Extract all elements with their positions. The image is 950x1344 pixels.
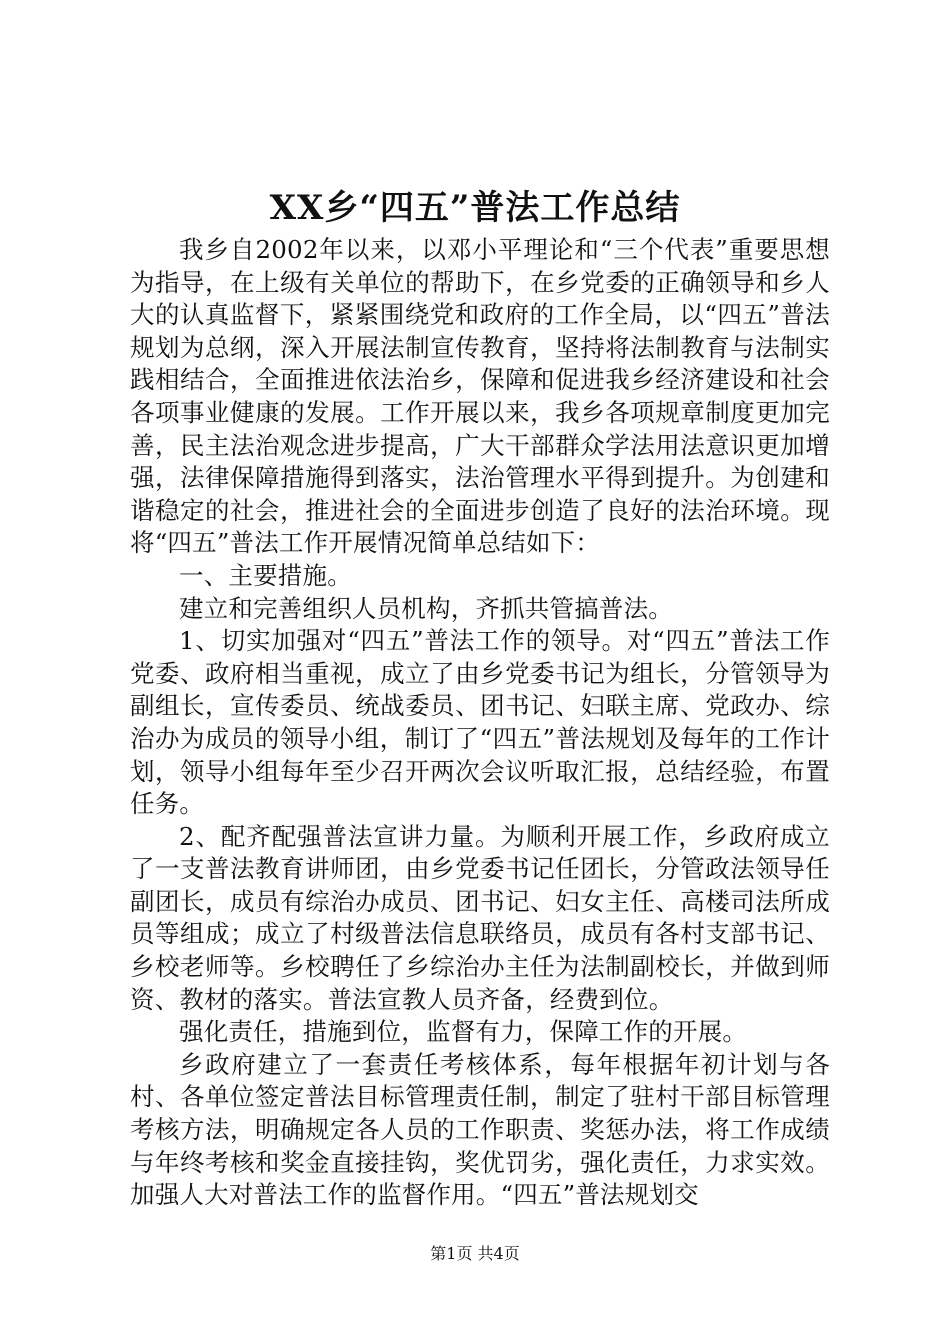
paragraph-item-2: 2、配齐配强普法宣讲力量。为顺利开展工作，乡政府成立了一支普法教育讲师团，由乡党委书记任团长，分管政法领导任副团长，成员有综治办成员、团书记、妇女主任、高楼司法所成员等组成；成立了村级普法信息联络员，成员有各村支部书记、乡校老师等。乡校聘任了乡综治办主任为法制副校长，并做到师资、教材的落实。普法宣教人员齐备，经费到位。	[130, 821, 830, 1014]
page-footer: 第1页 共4页	[430, 1244, 520, 1263]
paragraph-item-1: 1、切实加强对“四五”普法工作的领导。对“四五”普法工作党委、政府相当重视，成立了由乡党委书记为组长，分管领导为副组长，宣传委员、统战委员、团书记、妇联主席、党政办、综治办为成员的领导小组，制订了“四五”普法规划及每年的工作计划，领导小组每年至少召开两次会议听取汇报，总结经验，布置任务。	[130, 626, 830, 819]
paragraph-responsibility: 乡政府建立了一套责任考核体系，每年根据年初计划与各村、各单位签定普法目标管理责任制，制定了驻村干部目标管理考核方法，明确规定各人员的工作职责、奖惩办法，将工作成绩与年终考核和奖金直接挂钩，奖优罚劣，强化责任，力求实效。加强人大对普法工作的监督作用。“四五”普法规划交	[130, 1049, 830, 1210]
paragraph-intro: 我乡自2002年以来，以邓小平理论和“三个代表”重要思想为指导，在上级有关单位的帮助下，在乡党委的正确领导和乡人大的认真监督下，紧紧围绕党和政府的工作全局，以“四五”普法规划为总纲，深入开展法制宣传教育，坚持将法制教育与法制实践相结合，全面推进依法治乡，保障和促进我乡经济建设和社会各项事业健康的发展。工作开展以来，我乡各项规章制度更加完善，民主法治观念进步提高，广大干部群众学法用法意识更加增强，法律保障措施得到落实，法治管理水平得到提升。为创建和谐稳定的社会，推进社会的全面进步创造了良好的法治环境。现将“四五”普法工作开展情况简单总结如下：	[130, 235, 830, 558]
document-title: XX乡“四五”普法工作总结	[269, 188, 681, 228]
subheading-organization: 建立和完善组织人员机构，齐抓共管搞普法。	[179, 593, 673, 623]
section-heading-main-measures: 一、主要措施。	[179, 560, 352, 590]
subheading-responsibility: 强化责任，措施到位，监督有力，保障工作的开展。	[179, 1017, 748, 1047]
document-body	[130, 234, 830, 1212]
